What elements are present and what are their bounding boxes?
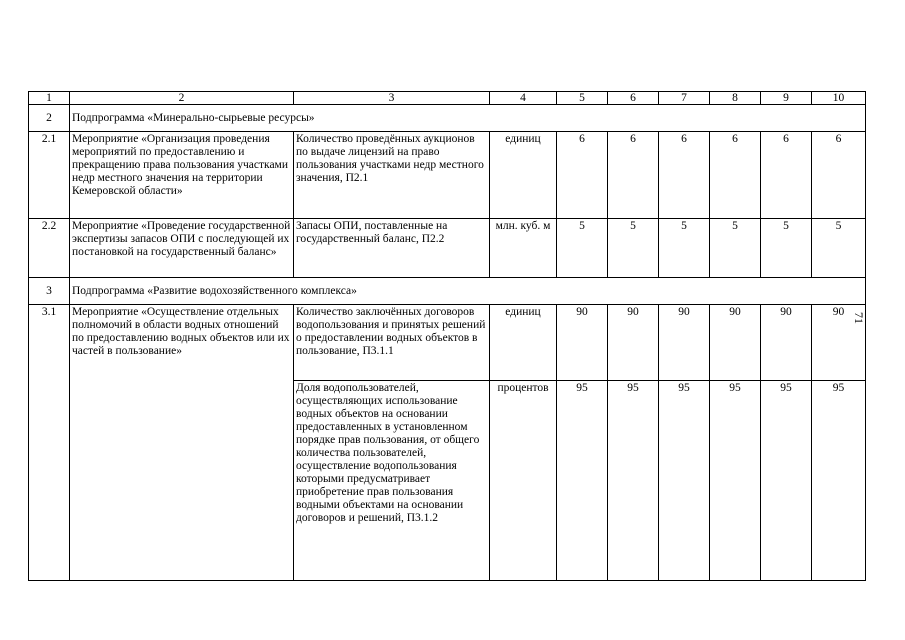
page-number: 71 <box>852 312 866 324</box>
table-row <box>29 219 866 278</box>
row-number: 2.2 <box>29 219 70 278</box>
header-cell: 10 <box>812 92 866 105</box>
subprogram-row <box>29 278 866 305</box>
value-cell: 90 <box>659 305 710 381</box>
value-cell: 6 <box>710 132 761 219</box>
header-cell: 1 <box>29 92 70 105</box>
value-cell: 5 <box>710 219 761 278</box>
unit-cell: млн. куб. м <box>490 219 557 278</box>
measure-cell: Мероприятие «Организация проведения мероприятий по предоставлению и прекращению права пользования участками недр местного значения на территории Кемеровской области» <box>70 132 294 219</box>
value-cell: 5 <box>812 219 866 278</box>
value-cell: 5 <box>608 219 659 278</box>
header-cell: 7 <box>659 92 710 105</box>
value-cell: 6 <box>761 132 812 219</box>
value-cell: 90 <box>557 305 608 381</box>
measure-cell: Мероприятие «Осуществление отдельных полномочий в области водных отношений по предоставлению водных объектов или их частей в пользование» <box>70 305 294 581</box>
indicator-cell: Запасы ОПИ, поставленные на государственный баланс, П2.2 <box>294 219 490 278</box>
indicator-cell: Количество проведённых аукционов по выдаче лицензий на право пользования участками недр местного значения, П2.1 <box>294 132 490 219</box>
value-cell: 5 <box>557 219 608 278</box>
value-cell: 95 <box>557 381 608 581</box>
value-cell: 95 <box>761 381 812 581</box>
value-cell: 90 <box>761 305 812 381</box>
value-cell: 6 <box>557 132 608 219</box>
value-cell: 90 <box>608 305 659 381</box>
value-cell: 90 <box>710 305 761 381</box>
indicators-table <box>28 91 866 581</box>
value-cell: 5 <box>659 219 710 278</box>
unit-cell: единиц <box>490 305 557 381</box>
header-cell: 4 <box>490 92 557 105</box>
indicator-cell: Доля водопользователей, осуществляющих использование водных объектов на основании предоставленных в установленном порядке прав пользования, от общего количества пользователей, осуществление водопользования которыми предусматривает приобретение прав пользования водными объектами на основании договоров и решений, П3.1.2 <box>294 381 490 581</box>
table-row <box>29 305 866 381</box>
subprogram-title: Подпрограмма «Развитие водохозяйственного комплекса» <box>70 278 866 305</box>
row-number: 3 <box>29 278 70 305</box>
header-cell: 5 <box>557 92 608 105</box>
value-cell: 6 <box>608 132 659 219</box>
value-cell: 6 <box>812 132 866 219</box>
value-cell: 95 <box>812 381 866 581</box>
measure-cell: Мероприятие «Проведение государственной экспертизы запасов ОПИ с последующей их постановкой на государственный баланс» <box>70 219 294 278</box>
header-row <box>29 92 866 105</box>
value-cell: 6 <box>659 132 710 219</box>
value-cell: 95 <box>659 381 710 581</box>
row-number: 3.1 <box>29 305 70 581</box>
row-number: 2 <box>29 105 70 132</box>
header-cell: 8 <box>710 92 761 105</box>
header-cell: 9 <box>761 92 812 105</box>
row-number: 2.1 <box>29 132 70 219</box>
unit-cell: процентов <box>490 381 557 581</box>
unit-cell: единиц <box>490 132 557 219</box>
header-cell: 3 <box>294 92 490 105</box>
table-row <box>29 132 866 219</box>
subprogram-title: Подпрограмма «Минерально-сырьевые ресурсы» <box>70 105 866 132</box>
header-cell: 2 <box>70 92 294 105</box>
subprogram-row <box>29 105 866 132</box>
value-cell: 90 <box>812 305 866 381</box>
value-cell: 5 <box>761 219 812 278</box>
value-cell: 95 <box>710 381 761 581</box>
value-cell: 95 <box>608 381 659 581</box>
header-cell: 6 <box>608 92 659 105</box>
indicator-cell: Количество заключённых договоров водопользования и принятых решений о предоставлении водных объектов в пользование, П3.1.1 <box>294 305 490 381</box>
